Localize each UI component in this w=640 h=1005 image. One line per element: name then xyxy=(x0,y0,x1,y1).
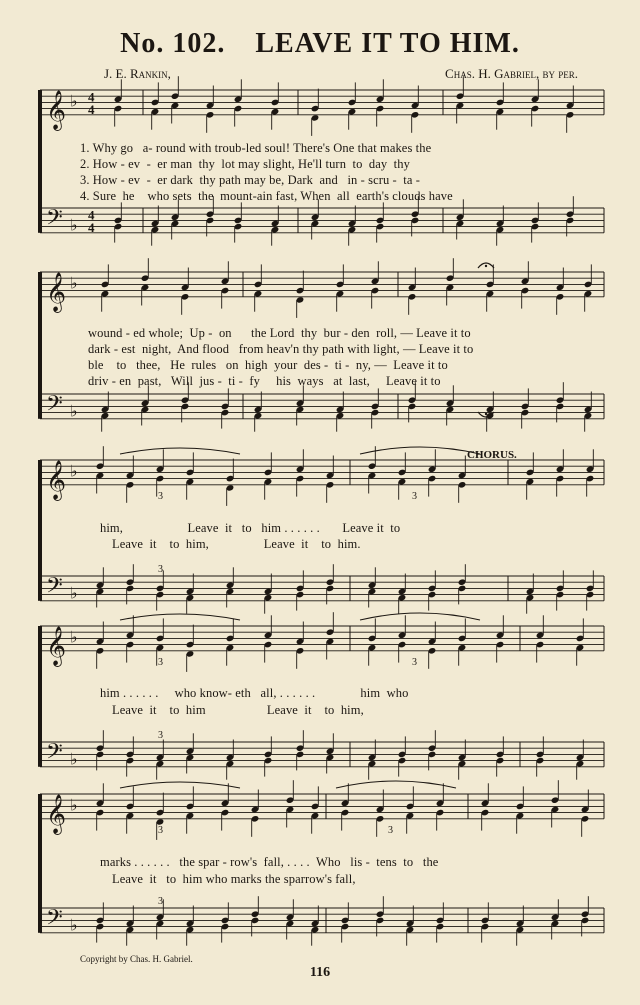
verse-4-line: 4. Sure he who sets the mount-ain fast, When all earth's clouds have xyxy=(80,189,453,203)
system-brace xyxy=(38,460,42,601)
fermata-icon xyxy=(485,265,487,267)
triplet-mark: 3 xyxy=(158,564,163,575)
triplet-mark: 3 xyxy=(388,824,393,836)
composer-credit: Chas. H. Gabriel, by per. xyxy=(445,66,578,81)
slur xyxy=(360,447,480,454)
key-flat-icon: ♭ xyxy=(70,749,78,769)
key-flat-icon: ♭ xyxy=(70,215,78,235)
verse-1-line: 1. Why go a- round with troub-led soul! There's One that makes the xyxy=(80,141,432,155)
hymn-number: No. 102. xyxy=(120,28,226,59)
time-signature-top: 4 xyxy=(88,207,95,223)
key-flat-icon: ♭ xyxy=(70,401,78,421)
treble-clef-icon: 𝄞 xyxy=(46,625,67,666)
hymn-name: LEAVE IT TO HIM. xyxy=(255,28,520,59)
slur xyxy=(120,448,240,454)
system-brace xyxy=(38,90,42,233)
verse-4-line-2: driv - en past, Will jus - ti - fy his ways at last, Leave it to xyxy=(88,374,441,388)
chorus-lyric-lower: Leave it to him Leave it to him, xyxy=(112,703,364,717)
key-flat-icon: ♭ xyxy=(70,915,78,935)
triplet-mark: 3 xyxy=(158,730,163,741)
verse-3-line-2: ble to thee, He rules on high your des - ti - ny, — Leave it to xyxy=(88,358,448,372)
slur xyxy=(336,781,456,788)
triplet-mark: 3 xyxy=(412,490,417,502)
key-flat-icon: ♭ xyxy=(70,461,78,481)
system-brace xyxy=(38,626,42,767)
key-flat-icon: ♭ xyxy=(70,795,78,815)
chorus-lyric-lower: Leave it to him, Leave it to him. xyxy=(112,537,361,551)
time-signature-top: 4 xyxy=(88,89,95,105)
triplet-mark: 3 xyxy=(158,490,163,502)
chorus-lyric-lower: Leave it to him who marks the sparrow's fall, xyxy=(112,872,356,886)
triplet-mark: 3 xyxy=(158,896,163,907)
chorus-lyric-upper: marks . . . . . . the spar - row's fall, . . . . Who lis - tens to the xyxy=(100,855,439,869)
bass-clef-icon: 𝄢 xyxy=(46,905,63,936)
slur xyxy=(360,613,480,620)
bass-clef-icon: 𝄢 xyxy=(46,205,63,236)
page-number: 116 xyxy=(309,965,331,980)
time-signature-bottom: 4 xyxy=(88,101,95,117)
triplet-mark: 3 xyxy=(158,824,163,836)
system-brace xyxy=(38,272,42,419)
verse-3-line: 3. How - ev - er dark thy path may be, Dark and in - scru - ta - xyxy=(80,173,420,187)
treble-clef-icon: 𝄞 xyxy=(46,459,67,500)
verse-2-line: 2. How - ev - er man thy lot may slight, He'll turn to day thy xyxy=(80,157,410,171)
key-flat-icon: ♭ xyxy=(70,273,78,293)
key-flat-icon: ♭ xyxy=(70,583,78,603)
key-flat-icon: ♭ xyxy=(70,627,78,647)
chorus-lyric-upper: him . . . . . . who know- eth all, . . . . . . him who xyxy=(100,686,409,700)
slur xyxy=(120,782,240,788)
treble-clef-icon: 𝄞 xyxy=(46,271,67,312)
chorus-label: CHORUS. xyxy=(467,449,517,461)
triplet-mark: 3 xyxy=(158,656,163,668)
verse-1-line-2: wound - ed whole; Up - on the Lord thy bur - den roll, — Leave it to xyxy=(88,326,471,340)
chorus-lyric-upper: him, Leave it to him . . . . . . Leave it to xyxy=(100,521,401,535)
bass-clef-icon: 𝄢 xyxy=(46,739,63,770)
triplet-mark: 3 xyxy=(412,656,417,668)
verse-2-line-2: dark - est night, And flood from heav'n thy path with light, — Leave it to xyxy=(88,342,474,356)
key-flat-icon: ♭ xyxy=(70,91,78,111)
treble-clef-icon: 𝄞 xyxy=(46,793,67,834)
fermata-icon xyxy=(485,413,487,415)
treble-clef-icon: 𝄞 xyxy=(46,89,67,130)
slur xyxy=(120,614,240,620)
lyricist-credit: J. E. Rankin, xyxy=(104,66,171,81)
bass-clef-icon: 𝄢 xyxy=(46,391,63,422)
system-brace xyxy=(38,794,42,933)
time-signature-bottom: 4 xyxy=(88,219,95,235)
copyright-notice: Copyright by Chas. H. Gabriel. xyxy=(80,954,193,964)
bass-clef-icon: 𝄢 xyxy=(46,573,63,604)
